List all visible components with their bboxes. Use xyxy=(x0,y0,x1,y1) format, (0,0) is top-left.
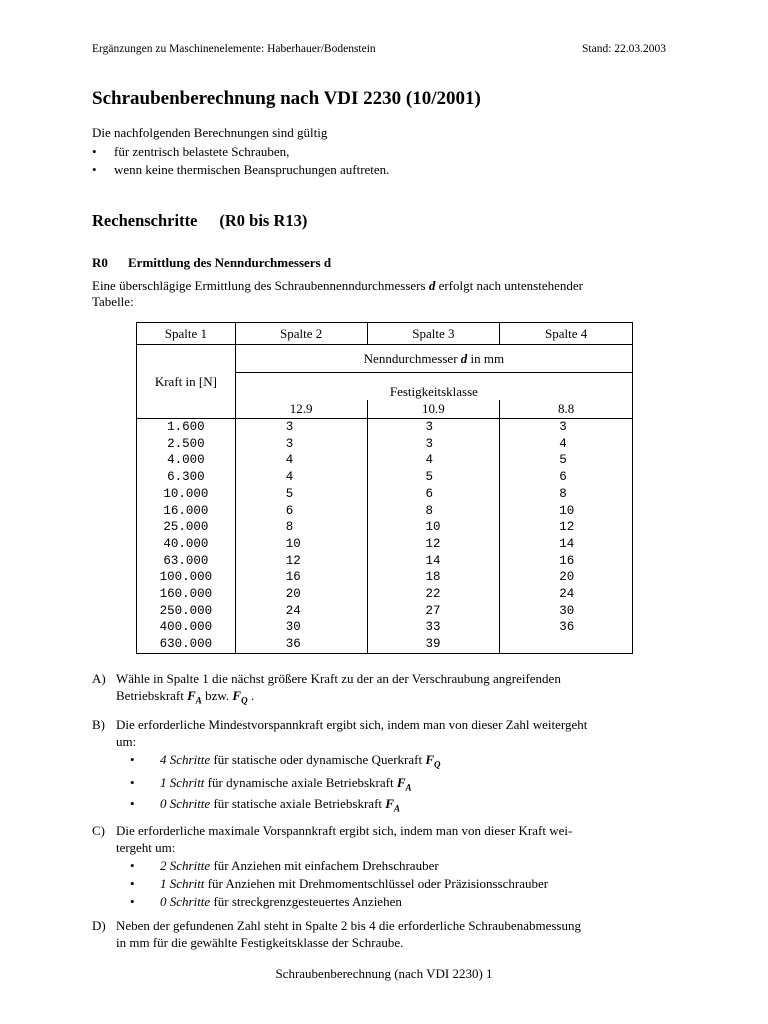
table-cell: 16 xyxy=(285,570,301,585)
table-cell: 6 xyxy=(559,470,567,485)
force-column xyxy=(137,419,236,654)
table-cell: 18 xyxy=(425,570,441,585)
table-row xyxy=(137,419,633,654)
table-cell: 3 xyxy=(559,420,567,434)
klasse-header: 8.8 xyxy=(500,400,633,419)
table-cell: 30 xyxy=(559,603,575,618)
table-cell: 24 xyxy=(559,587,575,602)
table-cell-force: 100.000 xyxy=(159,570,213,585)
table-cell: 20 xyxy=(559,570,575,585)
step-d-line2: in mm für die gewählte Festigkeitsklasse der Schraube. xyxy=(116,935,404,950)
table-cell-force: 4.000 xyxy=(167,453,205,468)
page-title: Schraubenberechnung nach VDI 2230 (10/2001) xyxy=(92,88,481,109)
table-cell: 3 xyxy=(425,436,434,451)
table-cell: 14 xyxy=(559,536,575,551)
table-header: Spalte 3 xyxy=(367,323,500,345)
table-cell: 5 xyxy=(559,453,567,468)
table-cell: 6 xyxy=(425,486,434,501)
intro-bullet: • für zentrisch belastete Schrauben, xyxy=(92,144,290,159)
table-cell-force: 1.600 xyxy=(167,420,205,434)
bullet-icon: • xyxy=(92,144,97,159)
table-cell: 4 xyxy=(559,436,567,451)
table-cell: 16 xyxy=(559,553,575,568)
section-heading: Rechenschritte (R0 bis R13) xyxy=(92,211,308,230)
step-c: C) Die erforderliche maximale Vorspannkraft ergibt sich, indem man von dieser Kraft wei- xyxy=(92,823,573,838)
table-cell: 12 xyxy=(425,536,441,551)
table-cell: 36 xyxy=(559,620,575,635)
step-b-item: • 4 Schritte für statische oder dynamische Querkraft $F_Q$ xyxy=(130,752,441,770)
r0-heading: R0 Ermittlung des Nenndurchmessers d xyxy=(92,255,332,270)
table-cell: 5 xyxy=(285,486,294,501)
table-cell-force: 2.500 xyxy=(167,436,205,451)
table-cell-force: 630.000 xyxy=(159,637,213,652)
klasse-header: 12.9 xyxy=(235,400,367,419)
class-129-column xyxy=(235,419,367,654)
table-cell: 12 xyxy=(559,520,575,535)
table-cell: 12 xyxy=(285,553,301,568)
intro-bullet: • wenn keine thermischen Beanspruchungen auftreten. xyxy=(92,162,390,177)
festigkeitsklasse-label: Festigkeitsklasse xyxy=(235,373,632,401)
step-a-line2: Betriebskraft $F_A$ bzw. $F_Q$ . xyxy=(116,688,255,706)
table-cell: 36 xyxy=(285,637,301,652)
table-cell-force: 10.000 xyxy=(163,486,209,501)
table-cell: 3 xyxy=(285,436,294,451)
table-cell: 3 xyxy=(425,420,434,434)
r0-text: Eine überschlägige Ermittlung des Schraubennenndurchmessers d erfolgt nach untenstehender xyxy=(92,278,583,293)
table-cell-force: 400.000 xyxy=(159,620,213,635)
table-cell xyxy=(559,636,632,653)
step-b-line2: um: xyxy=(116,734,137,749)
table-cell-force: 250.000 xyxy=(159,603,213,618)
table-cell: 4 xyxy=(425,453,434,468)
table-cell: 8 xyxy=(425,503,434,518)
table-cell: 30 xyxy=(285,620,301,635)
table-cell: 10 xyxy=(425,520,441,535)
table-header: Spalte 1 xyxy=(137,323,236,345)
table-cell: 5 xyxy=(425,470,434,485)
table-cell-force: 160.000 xyxy=(159,587,213,602)
table-cell: 6 xyxy=(285,503,294,518)
step-c-item: • 0 Schritte für streckgrenzgesteuertes Anziehen xyxy=(130,894,402,909)
table-cell: 24 xyxy=(285,603,301,618)
table-cell: 8 xyxy=(559,486,567,501)
table-cell: 4 xyxy=(285,453,294,468)
step-c-item: • 1 Schritt für Anziehen mit Drehmomentschlüssel oder Präzisionsschrauber xyxy=(130,876,549,891)
step-c-line2: tergeht um: xyxy=(116,840,176,855)
table-cell: 14 xyxy=(425,553,441,568)
bullet-icon: • xyxy=(92,162,97,177)
table-cell: 39 xyxy=(425,637,441,652)
header-right: Stand: 22.03.2003 xyxy=(582,43,667,55)
table-cell-force: 63.000 xyxy=(163,553,209,568)
table-cell-force: 6.300 xyxy=(167,470,205,485)
table-cell-force: 25.000 xyxy=(163,520,209,535)
table-cell: 3 xyxy=(285,420,294,434)
step-b: B) Die erforderliche Mindestvorspannkraft ergibt sich, indem man von dieser Zahl weitergeht xyxy=(92,717,588,732)
step-b-item: • 0 Schritte für statische axiale Betriebskraft $F_A$ xyxy=(130,796,400,814)
table-cell: 33 xyxy=(425,620,441,635)
nenndurchmesser-label: Nenndurchmesser d in mm xyxy=(235,345,632,373)
table-cell: 22 xyxy=(425,587,441,602)
table-cell-force: 16.000 xyxy=(163,503,209,518)
table-header: Spalte 2 xyxy=(235,323,367,345)
step-a: A) Wähle in Spalte 1 die nächst größere Kraft zu der an der Verschraubung angreifenden xyxy=(92,671,561,686)
table-cell: 27 xyxy=(425,603,441,618)
page-footer: Schraubenberechnung (nach VDI 2230) 1 xyxy=(275,966,493,981)
table-cell-force: 40.000 xyxy=(163,536,209,551)
r0-text-2: Tabelle: xyxy=(92,294,134,309)
table-cell: 10 xyxy=(285,536,301,551)
kraft-label: Kraft in [N] xyxy=(137,345,236,419)
table-header: Spalte 4 xyxy=(500,323,633,345)
table-cell: 10 xyxy=(559,503,575,518)
step-d: D) Neben der gefundenen Zahl steht in Spalte 2 bis 4 die erforderliche Schraubenabmessung xyxy=(92,918,581,933)
klasse-header: 10.9 xyxy=(367,400,500,419)
header-left: Ergänzungen zu Maschinenelemente: Haberhauer/Bodenstein xyxy=(92,43,376,55)
intro-text: Die nachfolgenden Berechnungen sind gültig xyxy=(92,125,328,140)
step-b-item: • 1 Schritt für dynamische axiale Betriebskraft $F_A$ xyxy=(130,775,412,793)
table-cell: 8 xyxy=(285,520,294,535)
table-cell: 4 xyxy=(285,470,294,485)
table-cell: 20 xyxy=(285,587,301,602)
class-88-column xyxy=(500,419,633,654)
class-109-column xyxy=(367,419,500,654)
step-c-item: • 2 Schritte für Anziehen mit einfachem Drehschrauber xyxy=(130,858,439,873)
nenndurchmesser-table xyxy=(136,322,633,654)
